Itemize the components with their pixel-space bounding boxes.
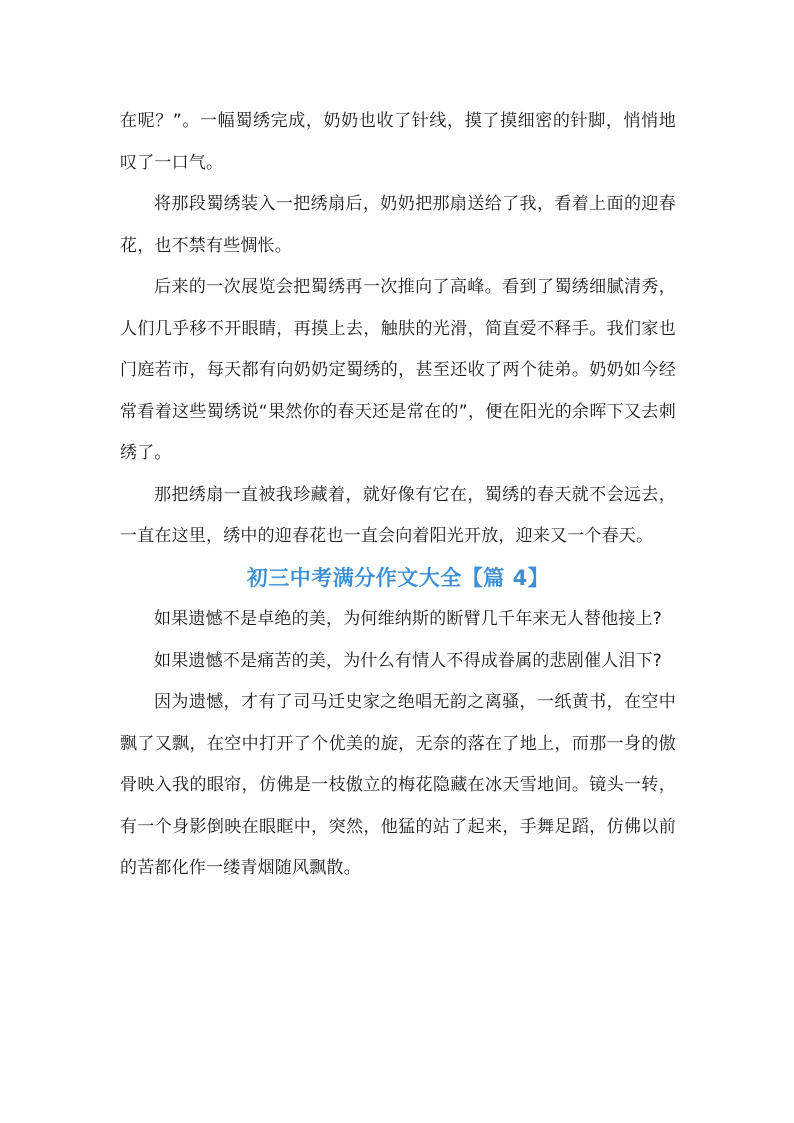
document-body <box>120 101 676 890</box>
paragraph-exhibition: 后来的一次展览会把蜀绣再一次推向了高峰。看到了蜀绣细腻清秀，人们几乎移不开眼睛，再摸上去，触肤的光滑，简直爱不释手。我们家也门庭若市，每天都有向奶奶定蜀绣的，甚至还收了两个徒弟。奶奶如今经常看着这些蜀绣说“果然你的春天还是常在的”，便在阳光的余晖下又去刺绣了。 <box>120 277 676 463</box>
paragraph-embroidered-fan: 将那段蜀绣装入一把绣扇后，奶奶把那扇送给了我，看着上面的迎春花，也不禁有些惆怅。 <box>120 194 676 256</box>
paragraph-sima-qian: 因为遗憾，才有了司马迁史家之绝唱无韵之离骚，一纸黄书，在空中飘了又飘，在空中打开了个优美的旋，无奈的落在了地上，而那一身的傲骨映入我的眼帘，仿佛是一枝傲立的梅花隐藏在冰天雪地间。镜头一转，有一个身影倒映在眼眶中，突然，他猛的站了起来，手舞足蹈，仿佛以前的苦都化作一缕青烟随风飘散。 <box>120 692 676 878</box>
section-heading: 初三中考满分作文大全【篇 4】 <box>246 565 550 590</box>
paragraph-continuation: 在呢？”。一幅蜀绣完成，奶奶也收了针线，摸了摸细密的针脚，悄悄地叹了一口气。 <box>120 111 676 173</box>
paragraph-venus: 如果遗憾不是卓绝的美，为何维纳斯的断臂几千年来无人替他接上? <box>154 609 663 629</box>
paragraph-treasured-fan: 那把绣扇一直被我珍藏着，就好像有它在，蜀绣的春天就不会远去，一直在这里，绣中的迎春花也一直会向着阳光开放，迎来又一个春天。 <box>120 484 676 546</box>
paragraph-lovers: 如果遗憾不是痛苦的美，为什么有情人不得成眷属的悲剧催人泪下? <box>154 650 663 671</box>
